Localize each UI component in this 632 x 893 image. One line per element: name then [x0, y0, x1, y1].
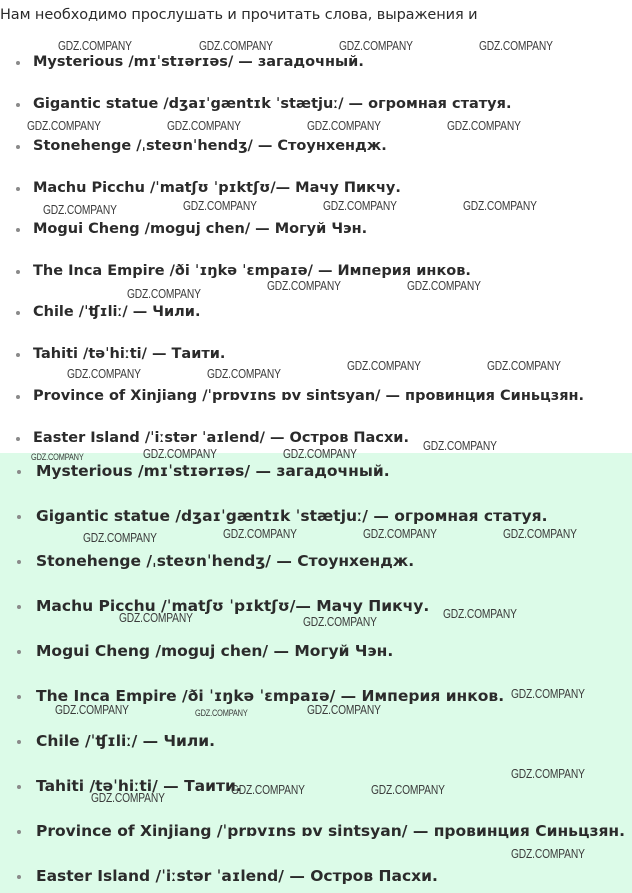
watermark: GDZ.COMPANY: [487, 359, 561, 373]
list-item: Easter Island /ˈiːstər ˈaɪlend/ — Остров Пасхи.: [0, 428, 409, 448]
watermark: GDZ.COMPANY: [479, 39, 553, 53]
list-item: Chile /ˈʧɪliː/ — Чили.: [0, 302, 200, 322]
watermark: GDZ.COMPANY: [443, 607, 517, 621]
watermark: GDZ.COMPANY: [183, 199, 257, 213]
watermark: GDZ.COMPANY: [83, 531, 157, 545]
watermark: GDZ.COMPANY: [27, 119, 101, 133]
watermark: GDZ.COMPANY: [199, 39, 273, 53]
watermark: GDZ.COMPANY: [223, 527, 297, 541]
watermark: GDZ.COMPANY: [195, 708, 248, 718]
list-item: Tahiti /təˈhiːti/ — Таити.: [0, 344, 225, 364]
list-item: Mogui Cheng /moguj chen/ — Могуй Чэн.: [0, 219, 367, 239]
list-item: The Inca Empire /ði ˈɪŋkə ˈɛmpaɪə/ — Империя инков.: [0, 261, 471, 281]
watermark: GDZ.COMPANY: [55, 703, 129, 717]
watermark: GDZ.COMPANY: [347, 359, 421, 373]
highlighted-section: [0, 453, 632, 893]
list-item: Province of Xinjiang /ˈprɒvɪns ɒv sintsyan/ — провинция Синьцзян.: [0, 386, 584, 406]
list-item: Mogui Cheng /moguj chen/ — Могуй Чэн.: [0, 640, 393, 662]
watermark: GDZ.COMPANY: [371, 783, 445, 797]
watermark: GDZ.COMPANY: [407, 279, 481, 293]
list-item: The Inca Empire /ði ˈɪŋkə ˈɛmpaɪə/ — Империя инков.: [0, 685, 504, 707]
watermark: GDZ.COMPANY: [511, 687, 585, 701]
watermark: GDZ.COMPANY: [323, 199, 397, 213]
watermark: GDZ.COMPANY: [511, 767, 585, 781]
watermark: GDZ.COMPANY: [127, 287, 201, 301]
watermark: GDZ.COMPANY: [423, 439, 497, 453]
watermark: GDZ.COMPANY: [231, 783, 305, 797]
list-item: Tahiti /təˈhiːti/ — Таити.: [0, 775, 242, 797]
watermark: GDZ.COMPANY: [43, 203, 117, 217]
watermark: GDZ.COMPANY: [363, 527, 437, 541]
watermark: GDZ.COMPANY: [503, 527, 577, 541]
watermark: GDZ.COMPANY: [463, 199, 537, 213]
watermark: GDZ.COMPANY: [303, 615, 377, 629]
watermark: GDZ.COMPANY: [119, 611, 193, 625]
list-item: Machu Picchu /ˈmatʃʊ ˈpɪktʃʊ/— Мачу Пикчу.: [0, 178, 401, 198]
list-item: Machu Picchu /ˈmatʃʊ ˈpɪktʃʊ/— Мачу Пикчу.: [0, 595, 429, 617]
intro-text: Нам необходимо прослушать и прочитать слова, выражения и: [0, 7, 478, 23]
list-item: Easter Island /ˈiːstər ˈaɪlend/ — Остров Пасхи.: [0, 865, 438, 887]
watermark: GDZ.COMPANY: [91, 791, 165, 805]
watermark: GDZ.COMPANY: [167, 119, 241, 133]
watermark: GDZ.COMPANY: [207, 367, 281, 381]
list-item: Mysterious /mɪˈstɪərɪəs/ — загадочный.: [0, 460, 390, 482]
watermark: GDZ.COMPANY: [31, 452, 84, 462]
list-item: Chile /ˈʧɪliː/ — Чили.: [0, 730, 215, 752]
watermark: GDZ.COMPANY: [447, 119, 521, 133]
list-item: Gigantic statue /dʒaɪˈgæntɪk ˈstætjuː/ — огромная статуя.: [0, 505, 547, 527]
list-item: Stonehenge /ˌsteʊnˈhendʒ/ — Стоунхендж.: [0, 550, 414, 572]
watermark: GDZ.COMPANY: [307, 703, 381, 717]
watermark: GDZ.COMPANY: [511, 847, 585, 861]
watermark: GDZ.COMPANY: [339, 39, 413, 53]
watermark: GDZ.COMPANY: [267, 279, 341, 293]
watermark: GDZ.COMPANY: [67, 367, 141, 381]
watermark: GDZ.COMPANY: [283, 447, 357, 461]
list-item: Province of Xinjiang /ˈprɒvɪns ɒv sintsyan/ — провинция Синьцзян.: [0, 820, 625, 842]
watermark: GDZ.COMPANY: [307, 119, 381, 133]
list-item: Gigantic statue /dʒaɪˈgæntɪk ˈstætjuː/ — огромная статуя.: [0, 94, 511, 114]
watermark: GDZ.COMPANY: [58, 39, 132, 53]
list-item: Stonehenge /ˌsteʊnˈhendʒ/ — Стоунхендж.: [0, 136, 387, 156]
watermark: GDZ.COMPANY: [143, 447, 217, 461]
list-item: Mysterious /mɪˈstɪərɪəs/ — загадочный.: [0, 52, 364, 72]
